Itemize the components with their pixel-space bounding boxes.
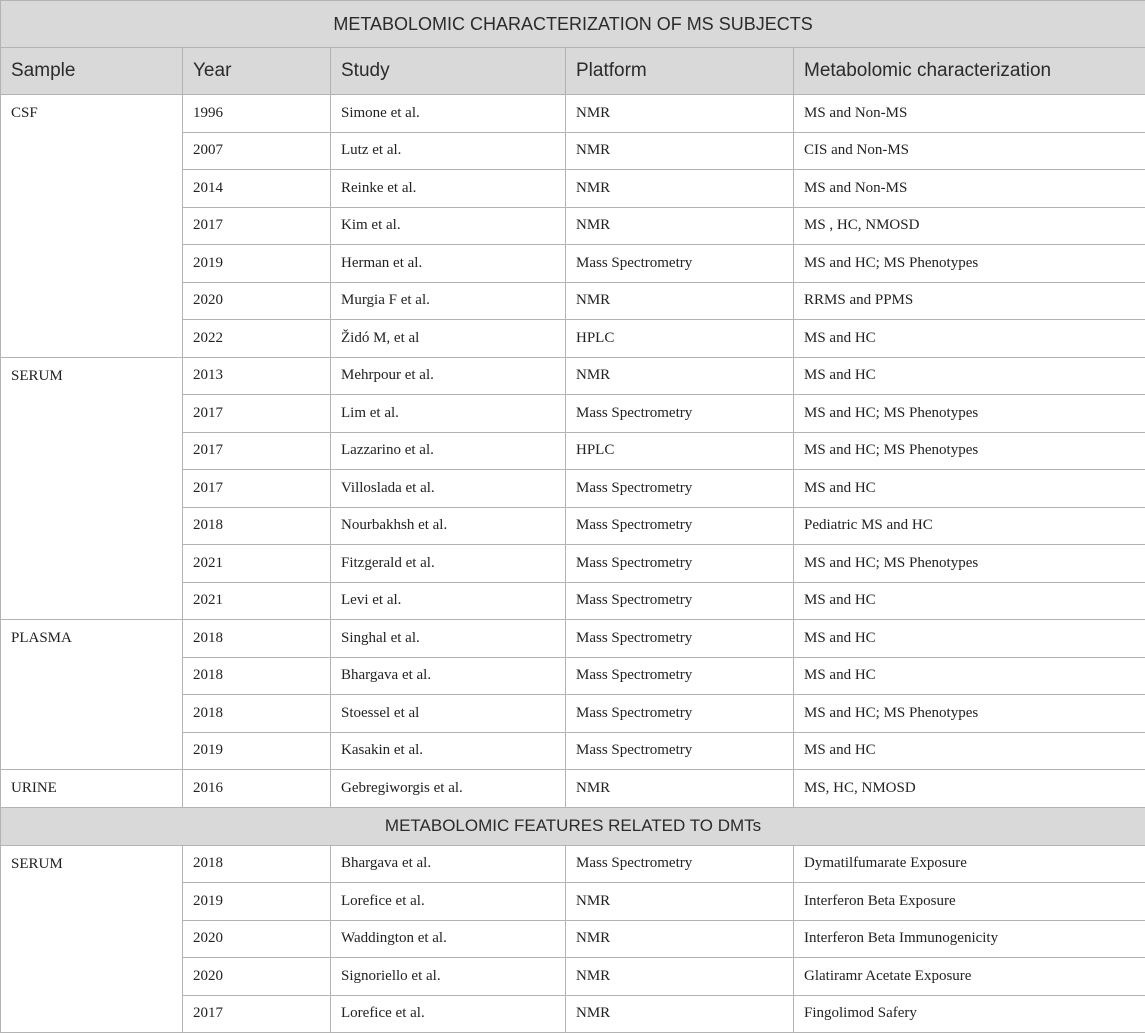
platform-cell: Mass Spectrometry	[566, 845, 794, 883]
year-cell: 2018	[183, 695, 331, 733]
characterization-cell: Dymatilfumarate Exposure	[794, 845, 1145, 883]
study-cell: Stoessel et al	[331, 695, 566, 733]
year-cell: 2013	[183, 357, 331, 395]
column-header-sample: Sample	[1, 48, 183, 95]
section-title-row	[1, 807, 1145, 845]
table-title: METABOLOMIC CHARACTERIZATION OF MS SUBJECTS	[1, 1, 1145, 48]
characterization-cell: MS and HC	[794, 470, 1145, 508]
column-header-platform: Platform	[566, 48, 794, 95]
characterization-cell: Glatiramr Acetate Exposure	[794, 958, 1145, 996]
year-cell: 2017	[183, 395, 331, 433]
study-cell: Signoriello et al.	[331, 958, 566, 996]
characterization-cell: MS and HC; MS Phenotypes	[794, 432, 1145, 470]
year-cell: 1996	[183, 95, 331, 133]
year-cell: 2021	[183, 545, 331, 583]
sample-cell: PLASMA	[1, 620, 183, 770]
year-cell: 2019	[183, 732, 331, 770]
platform-cell: Mass Spectrometry	[566, 245, 794, 283]
year-cell: 2022	[183, 320, 331, 358]
platform-cell: Mass Spectrometry	[566, 545, 794, 583]
characterization-cell: Pediatric MS and HC	[794, 507, 1145, 545]
platform-cell: NMR	[566, 883, 794, 921]
study-cell: Bhargava et al.	[331, 845, 566, 883]
characterization-cell: MS and HC; MS Phenotypes	[794, 395, 1145, 433]
study-cell: Lutz et al.	[331, 132, 566, 170]
characterization-cell: Interferon Beta Immunogenicity	[794, 920, 1145, 958]
study-cell: Villoslada et al.	[331, 470, 566, 508]
platform-cell: NMR	[566, 958, 794, 996]
platform-cell: NMR	[566, 357, 794, 395]
platform-cell: Mass Spectrometry	[566, 395, 794, 433]
year-cell: 2020	[183, 920, 331, 958]
column-header-characterization: Metabolomic characterization	[794, 48, 1145, 95]
characterization-cell: MS and HC; MS Phenotypes	[794, 245, 1145, 283]
year-cell: 2018	[183, 620, 331, 658]
characterization-cell: MS and HC	[794, 657, 1145, 695]
year-cell: 2017	[183, 995, 331, 1033]
table-row	[1, 95, 1145, 133]
characterization-cell: MS and Non-MS	[794, 170, 1145, 208]
characterization-cell: RRMS and PPMS	[794, 282, 1145, 320]
sample-cell: URINE	[1, 770, 183, 808]
study-cell: Lorefice et al.	[331, 883, 566, 921]
table-row	[1, 770, 1145, 808]
study-cell: Lazzarino et al.	[331, 432, 566, 470]
characterization-cell: Interferon Beta Exposure	[794, 883, 1145, 921]
platform-cell: HPLC	[566, 432, 794, 470]
platform-cell: NMR	[566, 170, 794, 208]
study-cell: Nourbakhsh et al.	[331, 507, 566, 545]
year-cell: 2018	[183, 657, 331, 695]
year-cell: 2020	[183, 282, 331, 320]
platform-cell: NMR	[566, 995, 794, 1033]
column-header-year: Year	[183, 48, 331, 95]
study-cell: Bhargava et al.	[331, 657, 566, 695]
platform-cell: Mass Spectrometry	[566, 657, 794, 695]
platform-cell: Mass Spectrometry	[566, 695, 794, 733]
characterization-cell: MS and HC; MS Phenotypes	[794, 695, 1145, 733]
platform-cell: NMR	[566, 282, 794, 320]
characterization-cell: MS and HC	[794, 582, 1145, 620]
table-body	[1, 95, 1145, 1033]
platform-cell: Mass Spectrometry	[566, 620, 794, 658]
study-cell: Lim et al.	[331, 395, 566, 433]
characterization-cell: MS and HC	[794, 732, 1145, 770]
year-cell: 2016	[183, 770, 331, 808]
study-cell: Murgia F et al.	[331, 282, 566, 320]
platform-cell: Mass Spectrometry	[566, 582, 794, 620]
year-cell: 2018	[183, 845, 331, 883]
platform-cell: Mass Spectrometry	[566, 507, 794, 545]
study-cell: Levi et al.	[331, 582, 566, 620]
study-cell: Kim et al.	[331, 207, 566, 245]
year-cell: 2018	[183, 507, 331, 545]
study-cell: Herman et al.	[331, 245, 566, 283]
year-cell: 2017	[183, 207, 331, 245]
study-cell: Simone et al.	[331, 95, 566, 133]
column-header-study: Study	[331, 48, 566, 95]
sample-cell: SERUM	[1, 845, 183, 1033]
year-cell: 2019	[183, 883, 331, 921]
platform-cell: NMR	[566, 95, 794, 133]
characterization-cell: CIS and Non-MS	[794, 132, 1145, 170]
characterization-cell: MS and HC; MS Phenotypes	[794, 545, 1145, 583]
sample-cell: SERUM	[1, 357, 183, 620]
study-cell: Židó M, et al	[331, 320, 566, 358]
year-cell: 2014	[183, 170, 331, 208]
platform-cell: NMR	[566, 207, 794, 245]
year-cell: 2017	[183, 432, 331, 470]
platform-cell: NMR	[566, 770, 794, 808]
year-cell: 2019	[183, 245, 331, 283]
characterization-cell: Fingolimod Safery	[794, 995, 1145, 1033]
study-cell: Waddington et al.	[331, 920, 566, 958]
platform-cell: Mass Spectrometry	[566, 470, 794, 508]
study-cell: Kasakin et al.	[331, 732, 566, 770]
study-cell: Gebregiworgis et al.	[331, 770, 566, 808]
study-cell: Reinke et al.	[331, 170, 566, 208]
year-cell: 2020	[183, 958, 331, 996]
table-row	[1, 357, 1145, 395]
platform-cell: HPLC	[566, 320, 794, 358]
table-row	[1, 620, 1145, 658]
characterization-cell: MS and HC	[794, 320, 1145, 358]
characterization-cell: MS, HC, NMOSD	[794, 770, 1145, 808]
table-title-row	[1, 1, 1145, 48]
sample-cell: CSF	[1, 95, 183, 358]
platform-cell: Mass Spectrometry	[566, 732, 794, 770]
characterization-cell: MS and HC	[794, 357, 1145, 395]
characterization-cell: MS , HC, NMOSD	[794, 207, 1145, 245]
characterization-cell: MS and HC	[794, 620, 1145, 658]
study-cell: Fitzgerald et al.	[331, 545, 566, 583]
column-header-row	[1, 48, 1145, 95]
year-cell: 2021	[183, 582, 331, 620]
study-cell: Mehrpour et al.	[331, 357, 566, 395]
study-cell: Singhal et al.	[331, 620, 566, 658]
characterization-cell: MS and Non-MS	[794, 95, 1145, 133]
platform-cell: NMR	[566, 920, 794, 958]
year-cell: 2017	[183, 470, 331, 508]
table-row	[1, 845, 1145, 883]
study-cell: Lorefice et al.	[331, 995, 566, 1033]
platform-cell: NMR	[566, 132, 794, 170]
section-title: METABOLOMIC FEATURES RELATED TO DMTs	[1, 807, 1145, 845]
year-cell: 2007	[183, 132, 331, 170]
